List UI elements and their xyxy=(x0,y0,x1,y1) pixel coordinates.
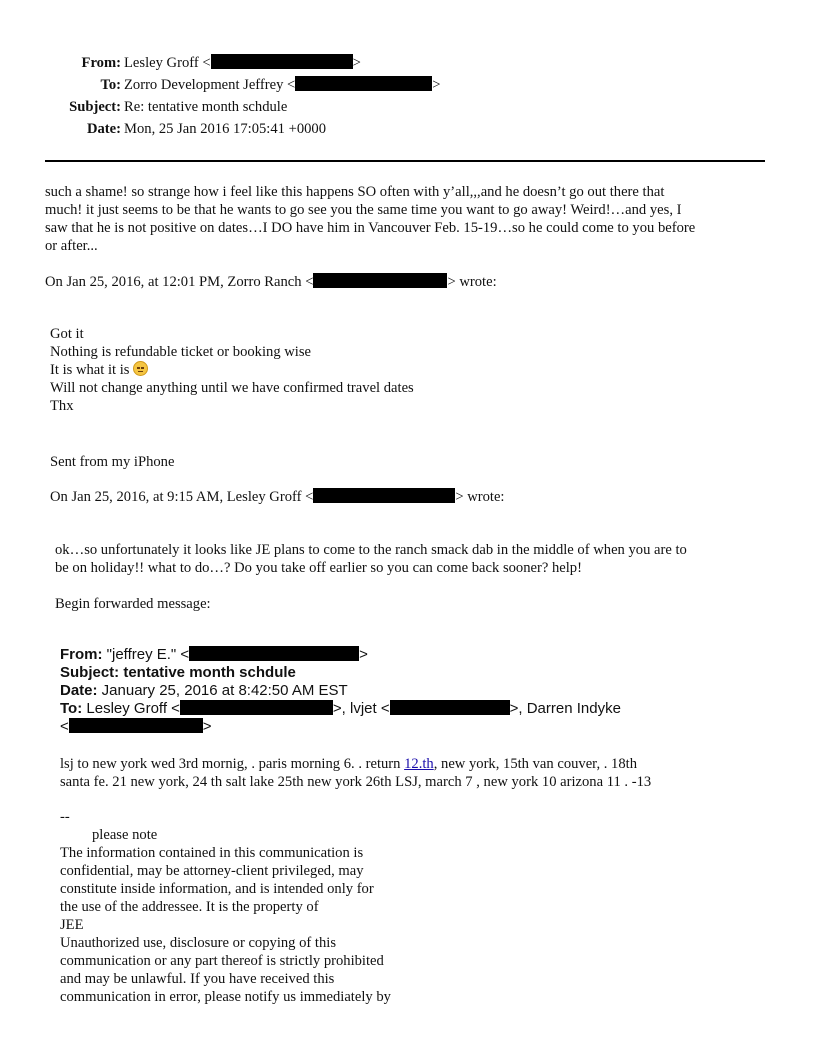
ranch-line: Nothing is refundable ticket or booking wise xyxy=(50,344,312,360)
disclaimer-line: and may be unlawful. If you have received this xyxy=(60,971,335,987)
fwd-to-row xyxy=(60,700,621,718)
to-row xyxy=(0,76,121,94)
lesley-message xyxy=(55,541,687,577)
schedule-text: , new york, 15th van couver, . 18th xyxy=(433,756,637,772)
quote-header-ranch xyxy=(45,273,497,291)
schedule-text: lsj to new york wed 3rd mornig, . paris morning 6. . return xyxy=(60,756,405,772)
quote-header-text: On Jan 25, 2016, at 9:15 AM, Lesley Groff < xyxy=(50,489,314,505)
ranch-message xyxy=(50,325,414,415)
quote-header-text-end: > wrote: xyxy=(447,274,497,290)
fwd-to-label: To: xyxy=(60,700,83,717)
disclaimer-line: JEE xyxy=(60,917,84,933)
subject-label: Subject: xyxy=(69,99,121,115)
lesley-line: be on holiday!! what to do…? Do you take off earlier so you can come back sooner? help! xyxy=(55,560,582,576)
subject-value: Re: tentative month schdule xyxy=(124,99,288,115)
ranch-line: Got it xyxy=(50,326,84,342)
from-name: Lesley Groff < xyxy=(124,55,211,71)
fwd-to-value: >, lvjet < xyxy=(332,700,390,717)
reply-line: saw that he is not positive on dates…I DO have him in Vancouver Feb. 15-19…so he could come to you before xyxy=(45,220,696,236)
header-divider xyxy=(45,160,765,162)
redaction-box xyxy=(313,488,455,503)
reply-line: such a shame! so strange how i feel like this happens SO often with y’all,,,and he doesn’t go out there that xyxy=(45,184,665,200)
please-note: please note xyxy=(92,827,158,843)
ranch-line-emoji xyxy=(50,361,414,379)
disclaimer-line: confidential, may be attorney-client privileged, may xyxy=(60,863,364,879)
schedule-line: santa fe. 21 new york, 24 th salt lake 25th new york 26th LSJ, march 7 , new york 10 arizona 11 . -13 xyxy=(60,774,652,790)
fwd-to-value: >, Darren Indyke xyxy=(509,700,621,717)
fwd-date-row xyxy=(60,682,621,700)
redaction-box xyxy=(180,700,333,715)
fwd-from-row xyxy=(60,646,621,664)
fwd-date-label: Date: xyxy=(60,682,98,699)
from-close: > xyxy=(352,55,361,71)
redaction-box xyxy=(313,273,447,288)
fwd-from-label: From: xyxy=(60,646,103,663)
fwd-date-value: January 25, 2016 at 8:42:50 AM EST xyxy=(97,682,348,699)
to-label: To: xyxy=(100,77,121,93)
to-close: > xyxy=(432,77,441,93)
forwarded-note: Begin forwarded message: xyxy=(55,596,211,612)
date-link[interactable]: 12.th xyxy=(404,756,434,772)
date-value: Mon, 25 Jan 2016 17:05:41 +0000 xyxy=(124,121,327,137)
ranch-line-text: It is what it is xyxy=(50,362,134,378)
disclaimer-line: communication or any part thereof is strictly prohibited xyxy=(60,953,384,969)
reply-line: much! it just seems to be that he wants to go see you the same time you want to go away! Weird!…and yes, I xyxy=(45,202,682,218)
quote-header-text-end: > wrote: xyxy=(455,489,505,505)
quote-header-lesley xyxy=(50,488,505,506)
iphone-signature: Sent from my iPhone xyxy=(50,454,175,470)
fwd-to-open: < xyxy=(60,718,69,735)
schedule-body xyxy=(60,755,651,791)
redaction-box xyxy=(211,54,353,69)
ranch-line: Thx xyxy=(50,398,74,414)
disclaimer-line: Unauthorized use, disclosure or copying of this xyxy=(60,935,337,951)
from-value xyxy=(124,54,361,72)
subject-row xyxy=(0,98,121,116)
ranch-line: Will not change anything until we have confirmed travel dates xyxy=(50,380,414,396)
date-row xyxy=(0,120,121,138)
schedule-line xyxy=(60,755,651,773)
to-value xyxy=(124,76,441,94)
fwd-from-close: > xyxy=(359,646,368,663)
fwd-subject-label: Subject: tentative month schdule xyxy=(60,664,296,681)
quote-header-text: On Jan 25, 2016, at 12:01 PM, Zorro Ranch < xyxy=(45,274,314,290)
fwd-to-row-cont xyxy=(60,718,621,736)
disclaimer-line: the use of the addressee. It is the property of xyxy=(60,899,319,915)
disclaimer-line: constitute inside information, and is intended only for xyxy=(60,881,374,897)
reply-body xyxy=(45,183,695,255)
disclaimer-line: The information contained in this communication is xyxy=(60,845,364,861)
from-row xyxy=(0,54,121,72)
lesley-line: ok…so unfortunately it looks like JE plans to come to the ranch smack dab in the middle of when you are to xyxy=(55,542,687,558)
fwd-subject-row xyxy=(60,664,621,682)
unamused-face-icon xyxy=(133,361,148,376)
forwarded-header xyxy=(60,646,621,736)
disclaimer xyxy=(60,808,391,1006)
redaction-box xyxy=(69,718,203,733)
reply-line: or after... xyxy=(45,238,98,254)
fwd-to-close: > xyxy=(202,718,212,735)
to-name: Zorro Development Jeffrey < xyxy=(124,77,296,93)
fwd-from-value: "jeffrey E." < xyxy=(102,646,190,663)
date-label: Date: xyxy=(86,121,121,137)
redaction-box xyxy=(189,646,359,661)
redaction-box xyxy=(295,76,432,91)
fwd-to-value: Lesley Groff < xyxy=(82,700,180,717)
from-label: From: xyxy=(81,55,121,71)
disclaimer-line: communication in error, please notify us immediately by xyxy=(60,989,391,1005)
signature-separator: -- xyxy=(60,809,70,825)
redaction-box xyxy=(390,700,510,715)
